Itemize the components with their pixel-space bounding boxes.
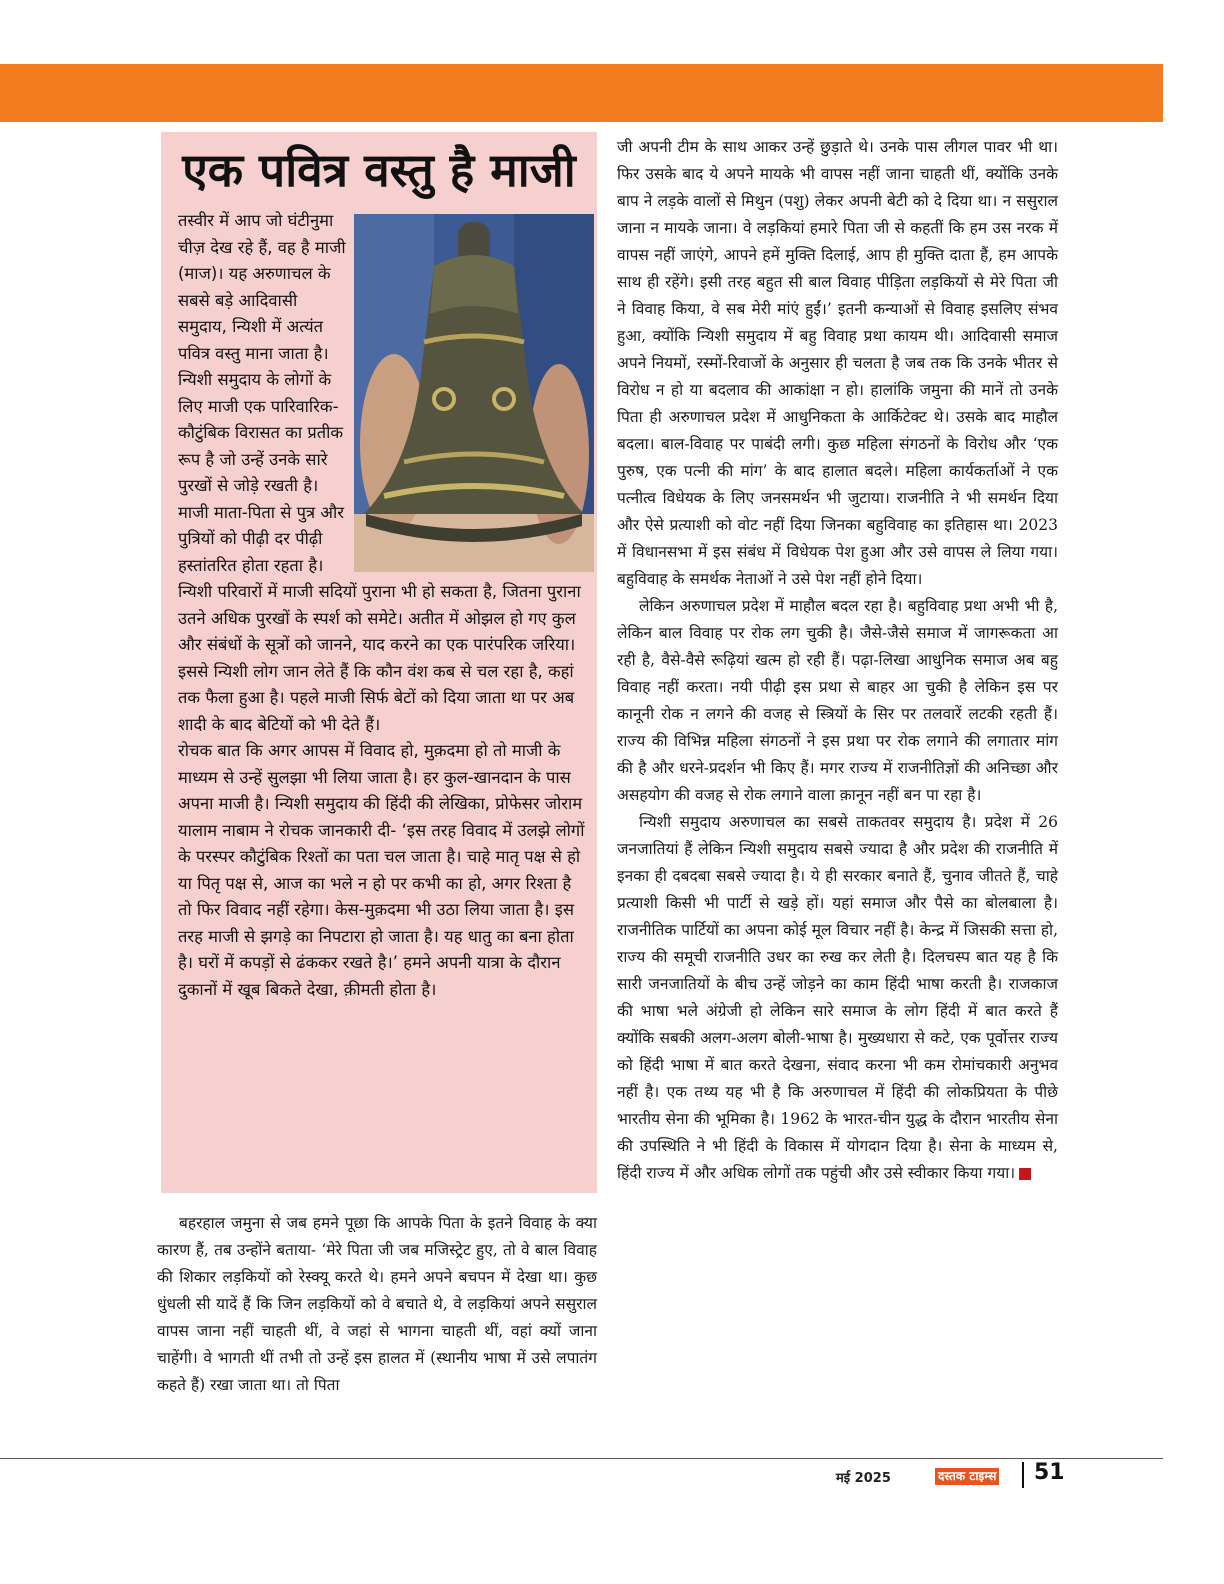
right-column-text — [617, 134, 1058, 1187]
sidebar-title: एक पवित्र वस्तु है माजी — [182, 143, 576, 197]
body-paragraph: जी अपनी टीम के साथ आकर उन्हें छुड़ाते थे। उनके पास लीगल पावर भी था। फिर उसके बाद ये अपने मायके भी वापस नहीं जाना चाहती थीं, क्योंकि उनके बाप ने लड़के वालों से मिथुन (पशु) लेकर अपनी बेटी को दे दिया था। न ससुराल जाना न मायके जाना। वे लड़कियां हमारे पिता जी से कहतीं कि हम उस नरक में वापस नहीं जाएंगे, आपने हमें मुक्ति दिलाई, आप ही मुक्ति दाता हैं, हम आपके साथ ही रहेंगे। इसी तरह बहुत सी बाल विवाह पीड़िता लड़कियों से मेरे पिता जी ने विवाह किया, वे सब मेरी मांएं हुईं।’ इतनी कन्याओं से विवाह इसलिए संभव हुआ, क्योंकि न्यिशी समुदाय में बहु विवाह प्रथा कायम थी। आदिवासी समाज अपने नियमों, रस्मों-रिवाजों के अनुसार ही चलता है जब तक कि उनके भीतर से विरोध न हो या बदलाव की आकांक्षा न हो। हालांकि जमुना की मानें तो उनके पिता ही अरुणाचल प्रदेश में आधुनिकता के आर्किटेक्ट थे। उसके बाद माहौल बदला। बाल-विवाह पर पाबंदी लगी। कुछ महिला संगठनों के विरोध और ‘एक पुरुष, एक पत्नी की मांग’ के बाद हालात बदले। महिला कार्यकर्ताओं ने एक पत्नीत्व विधेयक के लिए जनसमर्थन भी जुटाया। राजनीति ने भी समर्थन दिया और ऐसे प्रत्याशी को वोट नहीं दिया जिनका बहुविवाह का इतिहास था। 2023 में विधानसभा में इस संबंध में विधेयक पेश हुआ और उसे वापस ले लिया गया। बहुविवाह के समर्थक नेताओं ने उसे पेश नहीं होने दिया। — [617, 138, 1058, 588]
sidebar-body — [178, 208, 586, 1003]
bell-photo — [354, 214, 594, 572]
header-color-band — [0, 64, 1163, 122]
article-end-mark-icon — [1019, 1168, 1031, 1180]
sidebar-box — [161, 132, 597, 1193]
page-number: 51 — [1034, 1460, 1065, 1485]
issue-date: मई 2025 — [836, 1471, 891, 1486]
footer-divider — [0, 1458, 1163, 1459]
bell-image — [354, 214, 594, 572]
sidebar-paragraph: तस्वीर में आप जो घंटीनुमा चीज़ देख रहे हैं, वह है माजी (माज)। यह अरुणाचल के सबसे बड़े आदिवासी समुदाय, न्यिशी में अत्यंत पवित्र वस्तु माना जाता है। न्यिशी समुदाय के लोगों के लिए माजी एक पारिवारिक-कौटुंबिक विरासत का प्रतीक रूप है जो उन्हें उनके सारे पुरखों से जोड़े रखती है। माजी माता-पिता से पुत्र और पुत्रियों को पीढ़ी दर पीढ़ी हस्तांतरित होता रहता है। न्यिशी परिवारों में माजी सदियों पुराना भी हो सकता है, जितना पुराना उतने अधिक पुरखों के स्पर्श को समेटे। अतीत में ओझल हो गए कुल और संबंधों के सूत्रों को जानने, याद करने का एक पारंपरिक जरिया। इससे न्यिशी लोग जान लेते हैं कि कौन वंश कब से चल रहा है, कहां तक फैला हुआ है। पहले माजी सिर्फ बेटों को दिया जाता था पर अब शादी के बाद बेटियों को भी देते हैं। — [178, 211, 581, 734]
body-paragraph: बहरहाल जमुना से जब हमने पूछा कि आपके पिता के इतने विवाह के क्या कारण हैं, तब उन्होंने बताया- ‘मेरे पिता जी जब मजिस्ट्रेट हुए, तो वे बाल विवाह की शिकार लड़कियों को रेस्क्यू करते थे। हमने अपने बचपन में देखा था। कुछ धुंधली सी यादें हैं कि जिन लड़कियों को वे बचाते थे, वे लड़कियां अपने ससुराल वापस जाना नहीं चाहती थीं, वे जहां से भागना चाहती थीं, वहां क्यों जाना चाहेंगी। वे भागती थीं तभी तो उन्हें इस हालत में (स्थानीय भाषा में उसे लपातंग कहते हैं) रखा जाता था। तो पिता — [157, 1214, 597, 1394]
footer-separator — [1022, 1462, 1024, 1488]
body-paragraph: लेकिन अरुणाचल प्रदेश में माहौल बदल रहा है। बहुविवाह प्रथा अभी भी है, लेकिन बाल विवाह पर रोक लग चुकी है। जैसे-जैसे समाज में जागरूकता आ रही है, वैसे-वैसे रूढ़ियां खत्म हो रही हैं। पढ़ा-लिखा आधुनिक समाज अब बहु विवाह नहीं करता। नयी पीढ़ी इस प्रथा से बाहर आ चुकी है लेकिन इस पर कानूनी रोक न लगने की वजह से स्त्रियों के सिर पर तलवारें लटकी रहती हैं। राज्य की विभिन्न महिला संगठनों ने इस प्रथा पर रोक लगाने की लगातार मांग की है और धरने-प्रदर्शन भी किए हैं। मगर राज्य में राजनीतिज्ञों की अनिच्छा और असहयोग की वजह से रोक लगाने वाला क़ानून नहीं बन पा रहा है। — [617, 597, 1058, 804]
sidebar-paragraph: रोचक बात कि अगर आपस में विवाद हो, मुक़दमा हो तो माजी के माध्यम से उन्हें सुलझा भी लिया जाता है। हर कुल-खानदान के पास अपना माजी है। न्यिशी समुदाय की हिंदी की लेखिका, प्रोफेसर जोराम यालाम नाबाम ने रोचक जानकारी दी- ‘इस तरह विवाद में उलझे लोगों के परस्पर कौटुंबिक रिश्तों का पता चल जाता है। चाहे मातृ पक्ष से हो या पितृ पक्ष से, आज का भले न हो पर कभी का हो, अगर रिश्ता है तो फिर विवाद नहीं रहेगा। केस-मुक़दमा भी उठा लिया जाता है। इस तरह माजी से झगड़े का निपटारा हो जाता है। यह धातु का बना होता है। घरों में कपड़ों से ढंककर रखते है।’ हमने अपनी यात्रा के दौरान दुकानों में खूब बिकते देखा, क़ीमती होता है। — [178, 741, 585, 999]
magazine-logo: दस्तक टाइम्स — [935, 1468, 999, 1485]
body-paragraph: न्यिशी समुदाय अरुणाचल का सबसे ताकतवर समुदाय है। प्रदेश में 26 जनजातियां हैं लेकिन न्यिशी समुदाय सबसे ज्यादा है और प्रदेश की राजनीति में इनका ही दबदबा सबसे ज्यादा है। ये ही सरकार बनाते हैं, चुनाव जीतते हैं, चाहे प्रत्याशी किसी भी पार्टी से खड़े हों। यहां समाज और पैसे का बोलबाला है। राजनीतिक पार्टियों का अपना कोई मूल विचार नहीं है। केन्द्र में जिसकी सत्ता हो, राज्य की समूची राजनीति उधर का रुख कर लेती है। दिलचस्प बात यह है कि सारी जनजातियों के बीच उन्हें जोड़ने का काम हिंदी भाषा करती है। राजकाज की भाषा भले अंग्रेजी हो लेकिन सारे समाज के लोग हिंदी में बात करते हैं क्योंकि सबकी अलग-अलग बोली-भाषा है। मुख्यधारा से कटे, एक पूर्वोत्तर राज्य को हिंदी भाषा में बात करते देखना, संवाद करना भी कम रोमांचकारी अनुभव नहीं है। एक तथ्य यह भी है कि अरुणाचल में हिंदी की लोकप्रियता के पीछे भारतीय सेना की भूमिका है। 1962 के भारत-चीन युद्ध के दौरान भारतीय सेना की उपस्थिति ने भी हिंदी के विकास में योगदान दिया है। सेना के माध्यम से, हिंदी राज्य में और अधिक लोगों तक पहुंची और उसे स्वीकार किया गया। — [617, 813, 1058, 1182]
left-column-text — [157, 1210, 597, 1399]
